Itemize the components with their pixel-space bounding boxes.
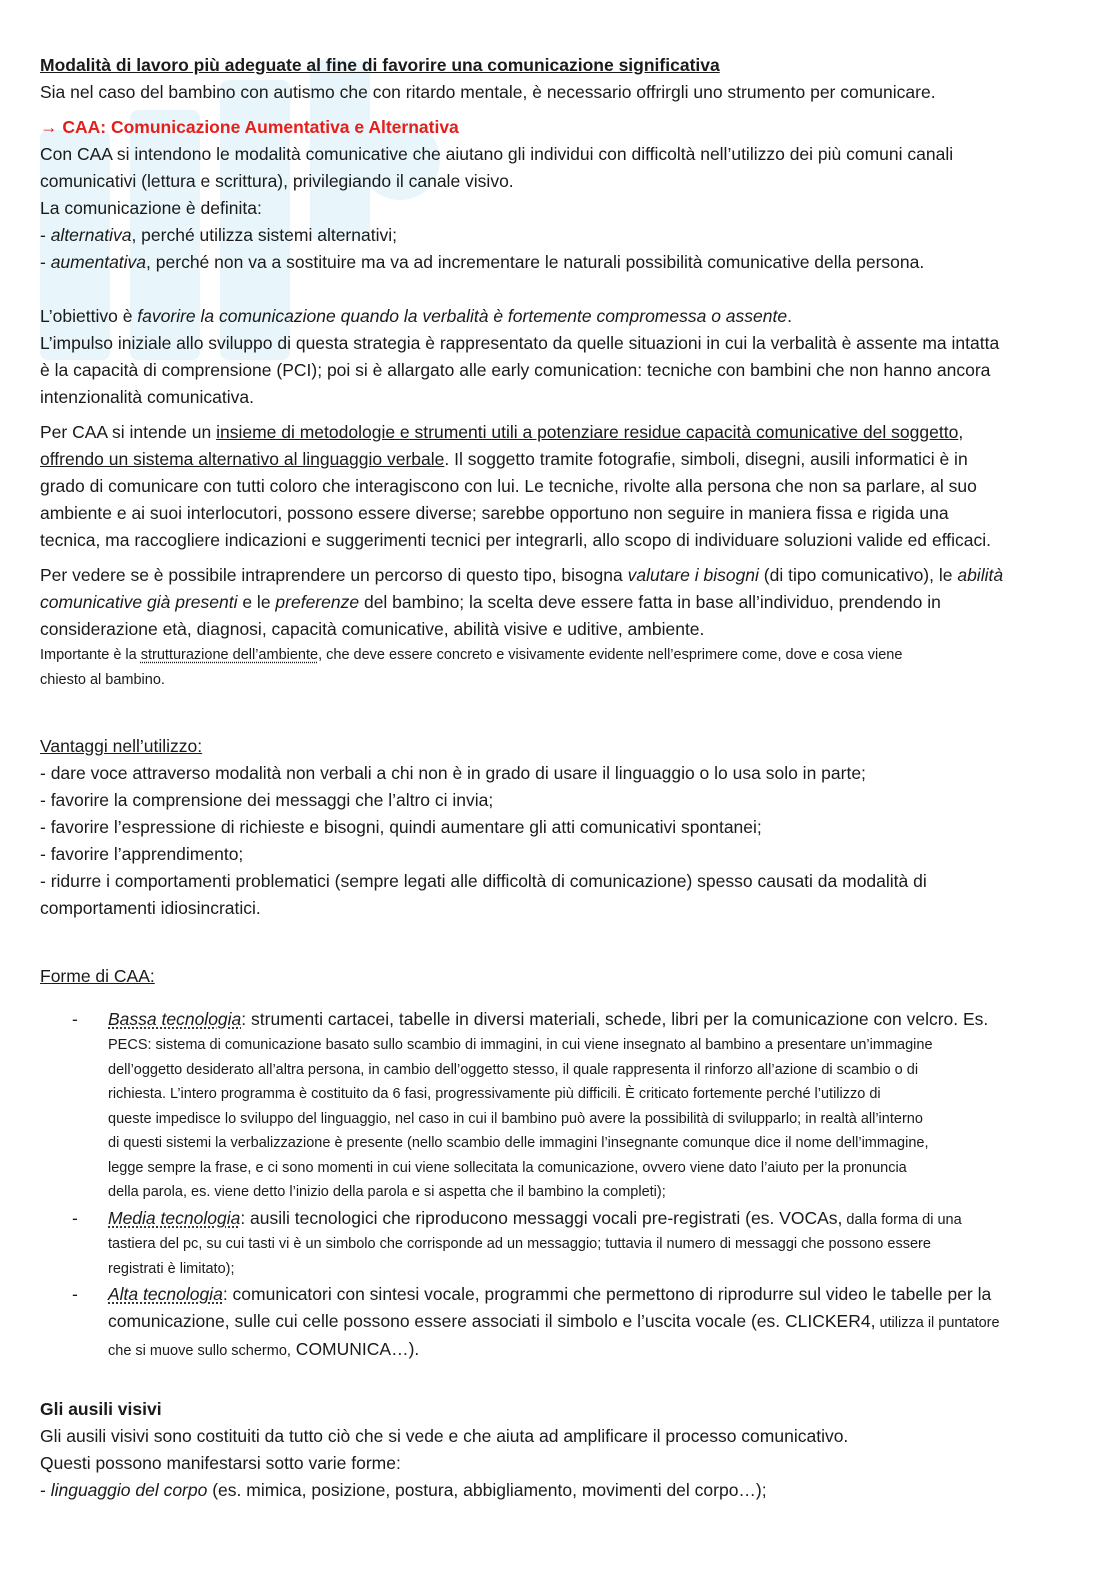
list-item-continued: comportamenti idiosincratici. <box>40 898 261 918</box>
paragraph-line: Questi possono manifestarsi sotto varie forme: <box>40 1453 401 1473</box>
objective-italic: favorire la comunicazione quando la verbalità è fortemente compromessa o assente <box>137 306 788 326</box>
underlined-phrase: strutturazione dell’ambiente <box>140 647 319 663</box>
caa-title: CAA: Comunicazione Aumentativa e Alternativa <box>62 117 459 137</box>
definition-aumentativa: - aumentativa, perché non va a sostituire ma va ad incrementare le naturali possibilità comunicative della persona. <box>40 252 925 272</box>
term-alternativa: alternativa <box>50 225 132 245</box>
arrow-right-icon: → <box>40 117 58 137</box>
section-heading: Modalità di lavoro più adeguate al fine di favorire una comunicazione significativa <box>40 55 720 75</box>
paragraph-line: grado di comunicare con tutti coloro che interagiscono con lui. Le tecniche, rivolte alla persona che non sa parlare, al suo <box>40 476 977 496</box>
paragraph-line: Gli ausili visivi sono costituiti da tutto ciò che si vede e che aiuta ad amplificare il processo comunicativo. <box>40 1426 849 1446</box>
term-low-tech: Bassa tecnologia <box>108 1009 242 1029</box>
intro-text: Sia nel caso del bambino con autismo che con ritardo mentale, è necessario offrirgli uno strumento per comunicare. <box>40 82 936 102</box>
list-item: - ridurre i comportamenti problematici (sempre legati alle difficoltà di comunicazione) spesso causati da modalità di <box>40 871 927 891</box>
term-high-tech: Alta tecnologia <box>108 1284 223 1304</box>
paragraph-line: Con CAA si intendono le modalità comunicative che aiutano gli individui con difficoltà nell’utilizzo dei più comuni canali <box>40 144 954 164</box>
paragraph-line: considerazione età, diagnosi, capacità comunicative, abilità visive e uditive, ambiente. <box>40 619 705 639</box>
paragraph-line: ambiente e ai suoi interlocutori, possono essere diverse; sarebbe opportuno non seguire in maniera fissa e rigida una <box>40 503 949 523</box>
visual-aids-title: Gli ausili visivi <box>40 1399 162 1419</box>
evaluation-line: comunicative già presenti e le preferenze del bambino; la scelta deve essere fatta in base all’individuo, prendendo in <box>40 592 941 612</box>
list-item-mid-tech: - Media tecnologia: ausili tecnologici che riproducono messaggi vocali pre-registrati (es. VOCAs, dalla forma di una tastiera del pc, su cui tasti vi è un simbolo che corrisponde ad un messaggio; tuttavia il numero di messaggi che possono essere registrati è limitato); <box>72 1207 962 1277</box>
paragraph-line: La comunicazione è definita: <box>40 198 262 218</box>
document-page <box>40 52 1090 1504</box>
term-mid-tech: Media tecnologia <box>108 1207 241 1228</box>
note-line: chiesto al bambino. <box>40 671 165 688</box>
underlined-phrase: offrendo un sistema alternativo al linguaggio verbale <box>40 449 445 469</box>
list-item-high-tech: - Alta tecnologia: comunicatori con sintesi vocale, programmi che permettono di riprodurre sul video le tabelle per la comunicazione, sulle cui celle possono essere associati il simbolo e l’uscita vocale (es. CLICKER4, utilizza il puntatore che si muove sullo schermo, COMUNICA…). <box>72 1284 1000 1359</box>
underlined-phrase: insieme di metodologie e strumenti utili a potenziare residue capacità comunicative del soggetto <box>216 422 959 442</box>
caa-heading <box>40 114 1090 141</box>
paragraph-line: comunicativi (lettura e scrittura), privilegiando il canale visivo. <box>40 171 514 191</box>
list-item-low-tech: - Bassa tecnologia: strumenti cartacei, tabelle in diversi materiali, schede, libri per la comunicazione con velcro. Es. PECS: sistema di comunicazione basato sullo scambio di immagini, in cui viene insegnato al bambino a presentare un’immagine dell’oggetto desiderato all’altra persona, in cambio dell’oggetto stesso, il quale rappresenta il rinforzo all’azione di scambio o di richiesta. L’intero programma è costituito da 6 fasi, progressivamente più difficili. È criticato fortemente perché l’utilizzo di queste impedisce lo sviluppo del linguaggio, nel caso in cui il bambino può avere la possibilità di svilupparlo; in realtà all’interno di questi sistemi la verbalizzazione è presente (nello scambio delle immagini l’insegnante comunque dice il nome dell’immagine, legge sempre la frase, e ci sono momenti in cui viene sollecitata la comunicazione, ovvero viene dato l’aiuto per la pronuncia della parola, es. viene detto l’inizio della parola e si aspetta che il bambino la completi); <box>72 1009 989 1200</box>
definition-line: Per CAA si intende un insieme di metodologie e strumenti utili a potenziare residue capacità comunicative del soggetto, <box>40 422 964 442</box>
definition-line: offrendo un sistema alternativo al linguaggio verbale. Il soggetto tramite fotografie, simboli, disegni, ausili informatici è in <box>40 449 968 469</box>
paragraph-line: tecnica, ma raccogliere indicazioni e suggerimenti tecnici per integrarli, allo scopo di individuare soluzioni valide ed efficaci. <box>40 530 992 550</box>
paragraph-line: intenzionalità comunicativa. <box>40 387 255 407</box>
note-line: Importante è la strutturazione dell’ambiente, che deve essere concreto e visivamente evidente nell’esprimere come, dove e cosa viene <box>40 647 903 663</box>
list-item: - linguaggio del corpo (es. mimica, posizione, postura, abbigliamento, movimenti del corpo…); <box>40 1480 767 1500</box>
forms-title: Forme di CAA: <box>40 966 155 986</box>
list-item: - dare voce attraverso modalità non verbali a chi non è in grado di usare il linguaggio o lo usa solo in parte; <box>40 763 866 783</box>
objective-line: L’obiettivo è favorire la comunicazione quando la verbalità è fortemente compromessa o assente. <box>40 306 792 326</box>
paragraph-line: L’impulso iniziale allo sviluppo di questa strategia è rappresentato da quelle situazioni in cui la verbalità è assente ma intatta <box>40 333 1000 353</box>
list-item: - favorire l’apprendimento; <box>40 844 244 864</box>
paragraph-line: è la capacità di comprensione (PCI); poi si è allargato alle early comunication: tecniche con bambini che non hanno ancora <box>40 360 991 380</box>
advantages-title: Vantaggi nell’utilizzo: <box>40 736 203 756</box>
list-item: - favorire l’espressione di richieste e bisogni, quindi aumentare gli atti comunicativi spontanei; <box>40 817 762 837</box>
evaluation-line: Per vedere se è possibile intraprendere un percorso di questo tipo, bisogna valutare i bisogni (di tipo comunicativo), le abilità <box>40 565 1004 585</box>
term-body-language: linguaggio del corpo <box>50 1480 208 1500</box>
definition-alternativa: - alternativa, perché utilizza sistemi alternativi; <box>40 225 397 245</box>
term-aumentativa: aumentativa <box>50 252 147 272</box>
list-item: - favorire la comprensione dei messaggi che l’altro ci invia; <box>40 790 494 810</box>
